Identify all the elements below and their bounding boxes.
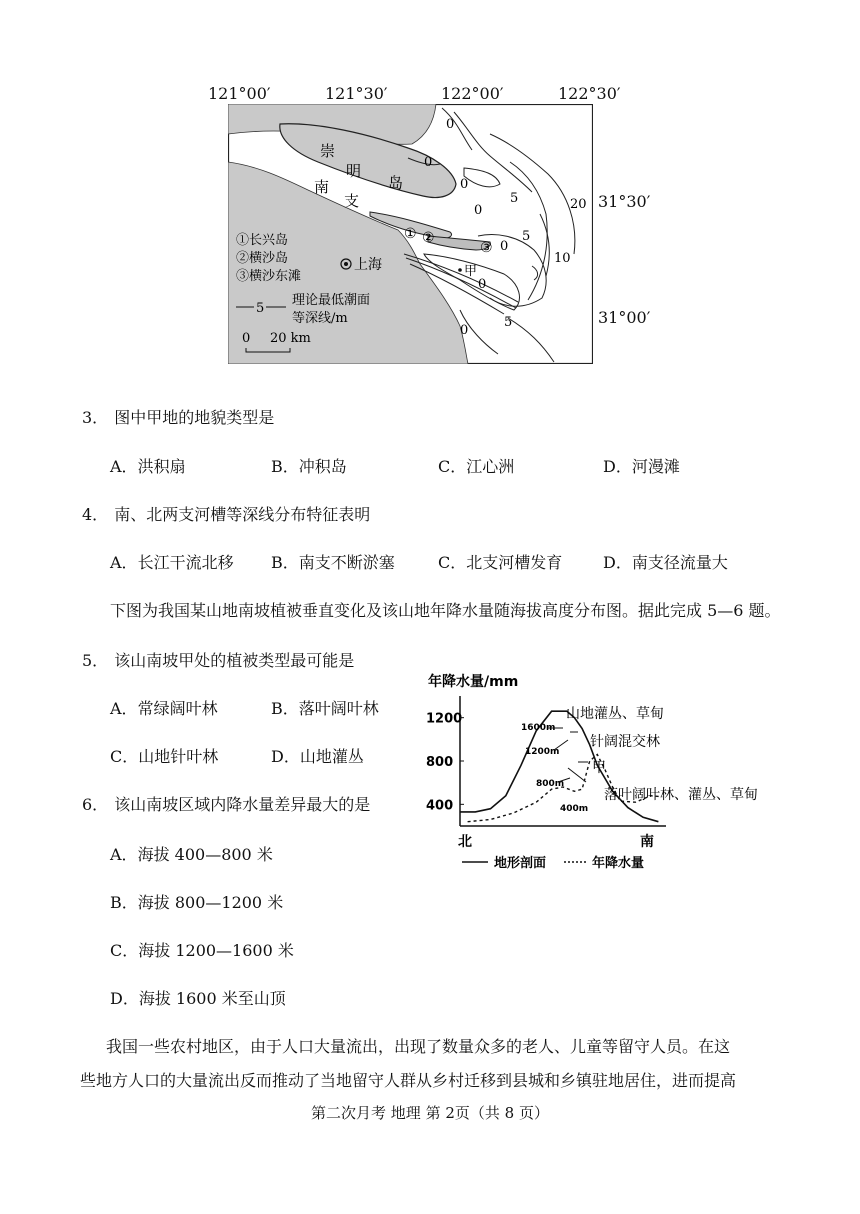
q3-option-d[interactable]: D．河漫滩 [603, 457, 680, 476]
direction-north: 北 [458, 834, 472, 850]
q4-option-c[interactable]: C．北支河槽发育 [438, 553, 563, 572]
chongming-char: 明 [346, 162, 362, 180]
lon-label: 121°00′ [208, 84, 271, 103]
island-marker: ③ [480, 240, 493, 256]
precipitation-profile-chart [418, 668, 778, 876]
elevation-label: 1200m [525, 747, 560, 757]
contour-label: 0 [478, 277, 487, 292]
contour-label: 0 [446, 117, 455, 132]
legend-line-text: 等深线/m [292, 311, 348, 326]
legend-line-sample: 5 [256, 301, 265, 316]
chart-ylabel: 年降水量/mm [428, 674, 519, 690]
q6-option-b[interactable]: B．海拔 800—1200 米 [110, 893, 284, 912]
shanghai-label: 上海 [354, 257, 382, 273]
vegetation-label: 甲 [592, 760, 606, 776]
chongming-char: 岛 [388, 174, 404, 192]
legend-item: ③横沙东滩 [236, 269, 302, 284]
vegetation-label: 针阔混交林 [590, 734, 660, 750]
question-number: 4． [82, 505, 109, 524]
legend-item: ①长兴岛 [236, 233, 289, 248]
jia-label: 甲 [464, 264, 478, 279]
question-3 [82, 405, 274, 428]
q5-option-a[interactable]: A．常绿阔叶林 [110, 699, 218, 718]
elevation-label: 1600m [521, 723, 556, 733]
question-number: 6． [82, 795, 109, 814]
legend-precip: 年降水量 [592, 856, 645, 871]
yangtze-estuary-map [228, 104, 593, 364]
question-text: 南、北两支河槽等深线分布特征表明 [114, 505, 371, 524]
scale-end: 20 km [270, 331, 311, 346]
lon-label: 122°30′ [558, 84, 621, 103]
contour-label: 0 [424, 155, 433, 170]
question-4 [82, 502, 370, 525]
legend-terrain: 地形剖面 [494, 856, 547, 871]
page-footer: 第二次月考 地理 第 2页（共 8 页） [311, 1104, 549, 1122]
q4-option-d[interactable]: D．南支径流量大 [603, 553, 728, 572]
lon-labels [200, 84, 630, 106]
question-number: 5． [82, 651, 109, 670]
island-marker: ① [404, 226, 417, 242]
chongming-char: 崇 [320, 142, 336, 160]
y-tick-label: 800 [426, 755, 454, 770]
paragraph-line: 我国一些农村地区，由于人口大量流出，出现了数量众多的老人、儿童等留守人员。在这 [106, 1037, 731, 1056]
contour-label: 5 [510, 191, 519, 206]
paragraph-line: 些地方人口的大量流出反而推动了当地留守人群从乡村迁移到县城和乡镇驻地居住，进而提高 [80, 1071, 737, 1090]
q5-option-c[interactable]: C．山地针叶林 [110, 747, 219, 766]
vegetation-label: 山地灌丛、草甸 [566, 706, 664, 722]
question-text: 图中甲地的地貌类型是 [114, 408, 275, 427]
question-text: 该山南坡甲处的植被类型最可能是 [114, 651, 355, 670]
question-5 [82, 648, 354, 671]
question-text: 该山南坡区域内降水量差异最大的是 [114, 795, 371, 814]
lon-label: 122°00′ [441, 84, 504, 103]
q6-option-d[interactable]: D．海拔 1600 米至山顶 [110, 989, 286, 1008]
q6-option-a[interactable]: A．海拔 400—800 米 [110, 845, 273, 864]
q3-option-c[interactable]: C．江心洲 [438, 457, 515, 476]
q3-option-b[interactable]: B．冲积岛 [271, 457, 347, 476]
question-6 [82, 792, 370, 815]
elevation-label: 800m [536, 779, 565, 789]
vegetation-label: 落叶阔叶林、灌丛、草甸 [604, 787, 758, 803]
question-number: 3． [82, 408, 109, 427]
direction-south: 南 [640, 834, 654, 850]
contour-label: 5 [504, 315, 513, 330]
contour-label: 20 [570, 197, 587, 212]
lat-label: 31°30′ [598, 192, 651, 211]
q5-option-d[interactable]: D．山地灌丛 [271, 747, 364, 766]
lon-label: 121°30′ [325, 84, 388, 103]
contour-label: 0 [460, 177, 469, 192]
contour-label: 0 [500, 239, 509, 254]
intro-5-6: 下图为我国某山地南坡植被垂直变化及该山地年降水量随海拔高度分布图。据此完成 5—6 题。 [110, 601, 781, 620]
contour-label: 5 [522, 229, 531, 244]
contour-label: 0 [474, 203, 483, 218]
q6-option-c[interactable]: C．海拔 1200—1600 米 [110, 941, 294, 960]
y-tick-label: 400 [426, 798, 454, 814]
nanzhi-char: 支 [344, 192, 360, 210]
chart-legend [462, 855, 644, 871]
q5-option-b[interactable]: B．落叶阔叶林 [271, 699, 379, 718]
contour-label: 0 [460, 323, 469, 338]
legend-line-text: 理论最低潮面 [292, 293, 371, 308]
lat-label: 31°00′ [598, 308, 651, 327]
q4-option-a[interactable]: A．长江干流北移 [110, 553, 234, 572]
island-marker: ② [422, 230, 435, 246]
nanzhi-char: 南 [314, 178, 330, 196]
y-tick-label: 1200 [426, 711, 463, 727]
contour-label: 10 [554, 251, 571, 266]
q4-option-b[interactable]: B．南支不断淤塞 [271, 553, 395, 572]
legend-item: ②横沙岛 [236, 251, 289, 266]
elevation-label: 400m [560, 804, 589, 814]
scale-start: 0 [242, 331, 251, 346]
q3-option-a[interactable]: A．洪积扇 [110, 457, 186, 476]
